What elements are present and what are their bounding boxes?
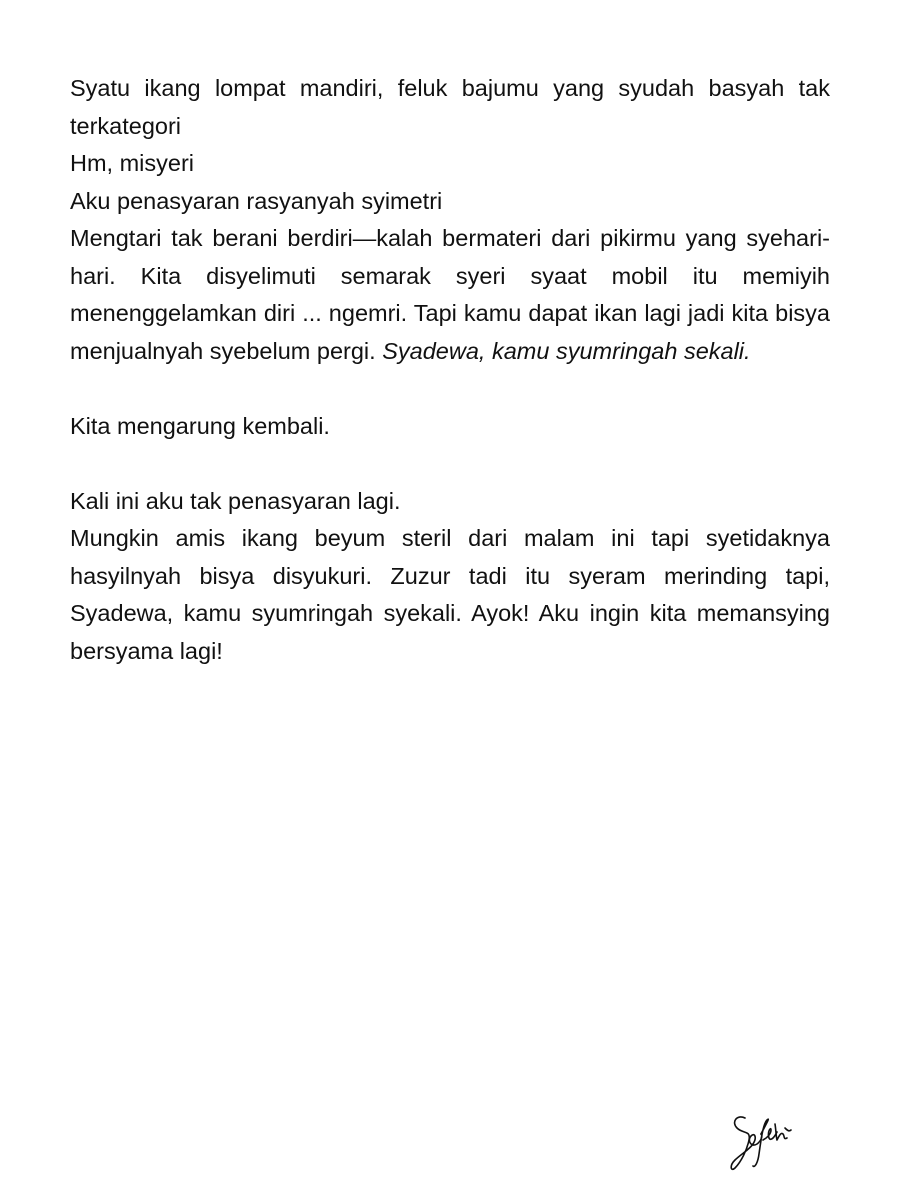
poem-line [70,220,830,370]
poem-line: Mungkin amis ikang beyum steril dari malam ini tapi syetidaknya hasyilnyah bisya disyukuri. Zuzur tadi itu syeram merinding tapi, Syadewa, kamu syumringah syekali. Ayok! Aku ingin kita memansying bersyama lagi! [70,525,830,664]
poem-italic-text: Syadewa, kamu syumringah sekali. [382,337,751,364]
poem-line: Kita mengarung kembali. [70,412,330,439]
stanza-gap [70,370,830,408]
signature-icon [727,1110,793,1174]
poem-line: Aku penasyaran rasyanyah syimetri [70,187,443,214]
poem-text: Mengtari tak berani berdiri—kalah bermateri dari pikirmu yang syehari-hari. Kita disyelimuti semarak syeri syaat mobil itu memiyih menenggelamkan diri ... ngemri. Tapi kamu dapat ikan lagi jadi kita bisya menjualnyah syebelum pergi. [70,225,830,364]
poem-body [70,70,830,670]
poem-line: Hm, misyeri [70,150,195,176]
stanza-3 [70,483,830,671]
stanza-2 [70,408,830,446]
poem-line: Kali ini aku tak penasyaran lagi. [70,487,401,514]
stanza-gap [70,445,830,483]
poem-line: Syatu ikang lompat mandiri, feluk bajumu yang syudah basyah tak terkategori [70,75,830,139]
stanza-1 [70,70,830,370]
